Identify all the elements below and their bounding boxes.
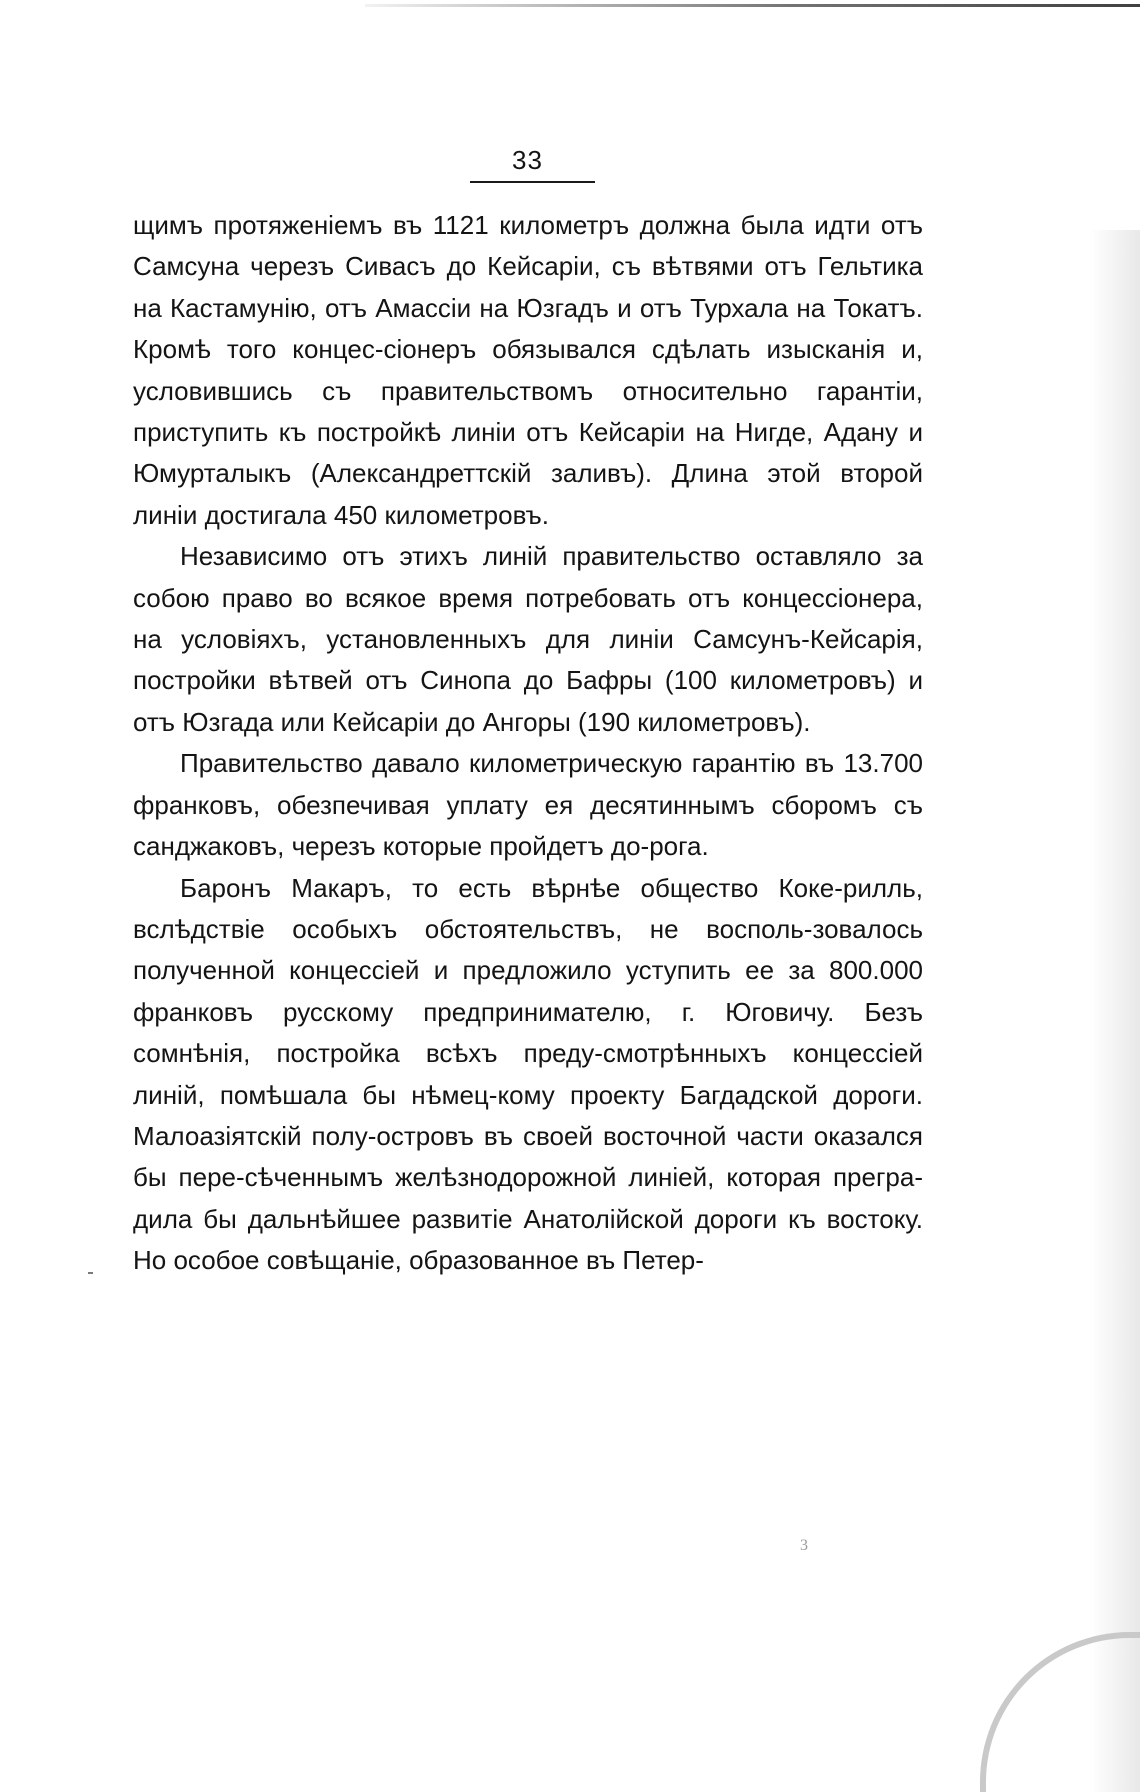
text-line: Самсунъ-Кейсарія, постройки вѣтвей отъ Синопа до [133,624,923,696]
text-line: рога. [649,831,709,862]
page-number-rule [470,181,595,183]
text-line: Независимо отъ этихъ линій правительство оставляло [180,541,882,572]
text-line: Баронъ Макаръ, то есть вѣрнѣе общество Коке- [180,872,843,903]
signature-mark: 3 [800,1537,808,1554]
text-line: концессіонера, на условіяхъ, установленныхъ для линіи [133,582,923,655]
text-line: островъ въ своей восточной части оказался бы пере- [133,1120,923,1193]
paragraph [133,205,923,536]
paragraph [133,536,923,743]
text-line: идти отъ Самсуна черезъ Сивасъ до Кейсаріи, съ [133,210,923,282]
text-line: второй линіи достигала 450 километровъ. [133,458,923,530]
text-line: востоку. Но особое совѣщаніе, образованное въ Петер- [133,1203,923,1276]
text-line: ее за 800.000 франковъ русскому предпринимателю, [133,955,923,1027]
text-line: зовалось полученной концессіей и предложило уступить [133,913,923,986]
text-line: рилль, вслѣдствіе особыхъ обстоятельствъ, не восполь- [133,872,923,944]
paragraph [133,868,923,1282]
text-line: до Ангоры (190 километровъ). [445,706,811,737]
text-line: сѣченнымъ желѣзнодорожной линіей, которая прегра- [244,1162,924,1193]
text-line: Бафры (100 километровъ) и отъ Юзгада или Кейсаріи [133,665,923,737]
text-line: сіонеръ обязывался сдѣлать изысканія и, условившись [133,334,923,406]
text-line: 13.700 франковъ, обезпечивая уплату ея десятиннымъ [133,748,923,820]
text-line: смотрѣнныхъ концессіей линій, помѣшала бы нѣмец- [133,1038,923,1110]
text-line: вѣтвями отъ Гельтика на Кастамунію, отъ Амассіи на [133,251,923,323]
text-line: за собою право во всякое время потребовать отъ [133,541,923,613]
text-line: кому проекту Багдадской дороги. Малоазіятскій полу- [133,1079,923,1151]
text-line: къ постройкѣ линіи отъ Кейсаріи на Нигде, Адану и [278,417,923,448]
text-line: г. Юговичу. Безъ сомнѣнія, постройка всѣхъ преду- [133,996,923,1069]
scan-top-edge [365,4,1140,7]
text-line: Юмурталыкъ (Александреттскій заливъ). Длина этой [133,458,821,489]
paragraph [133,743,923,867]
scan-corner-curl [980,1632,1140,1792]
text-line: щимъ протяженіемъ въ 1121 километръ должна была [133,210,804,240]
page-body [133,205,923,1282]
scan-margin-mark [88,1272,93,1274]
text-line: съ правительствомъ относительно гарантіи, приступить [133,375,923,448]
page-number: 33 [512,145,543,175]
text-line: дила бы дальнѣйшее развитіе Анатолійской дороги къ [133,1203,816,1234]
text-line: сборомъ съ санджаковъ, черезъ которые пройдетъ до- [133,789,923,862]
scan-right-shadow [1090,230,1140,1792]
text-line: Юзгадъ и отъ Турхала на Токатъ. Кромѣ того концес- [133,292,924,365]
text-line: Правительство давало километрическую гарантію въ [180,748,835,779]
